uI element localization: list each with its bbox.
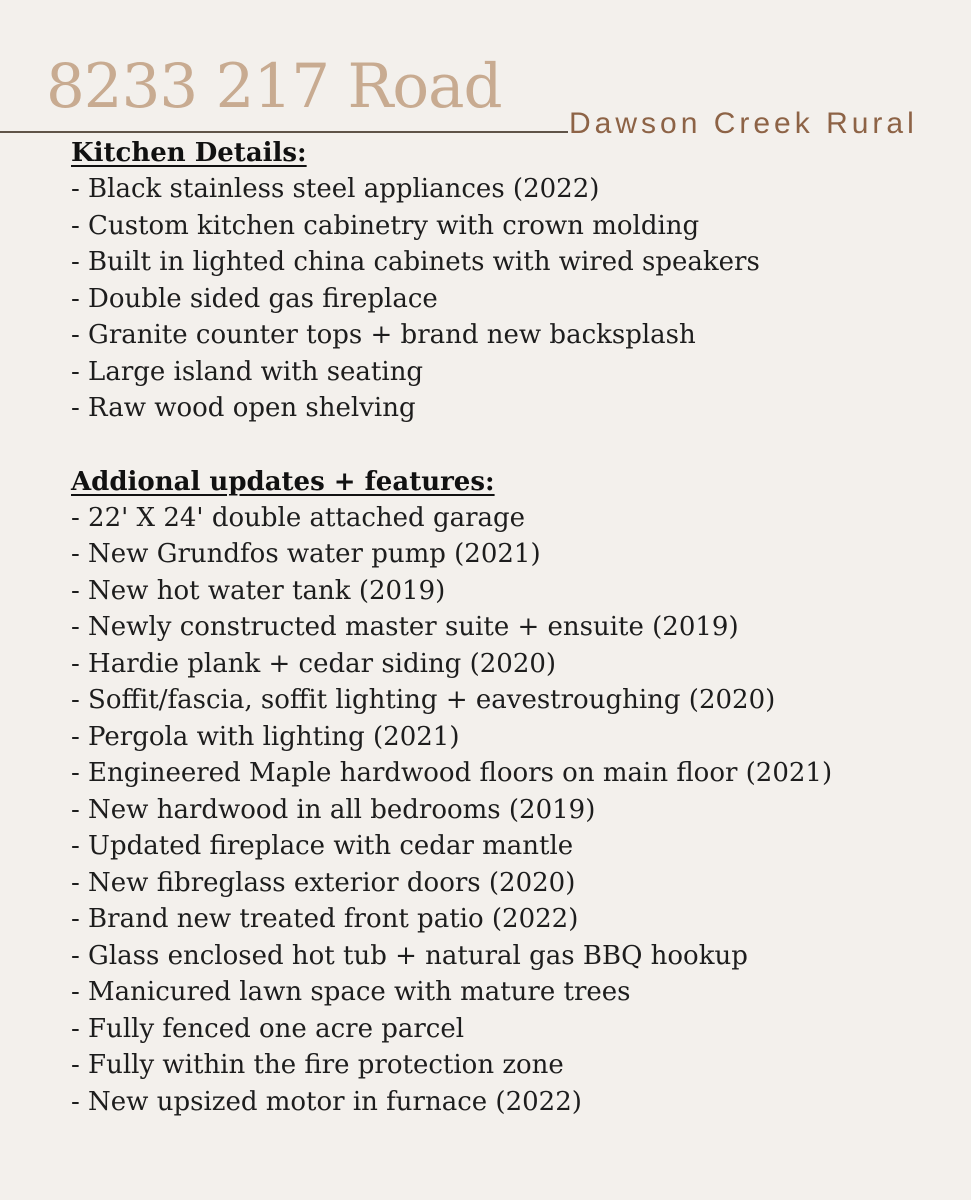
title-divider — [0, 131, 568, 133]
kitchen-feature-item: - Custom kitchen cabinetry with crown molding — [71, 210, 700, 241]
kitchen-feature-list — [71, 171, 931, 427]
kitchen-feature-item: - Black stainless steel appliances (2022) — [71, 174, 600, 204]
update-feature-item: - New fibreglass exterior doors (2020) — [71, 867, 576, 898]
kitchen-feature-item: - Large island with seating — [71, 356, 424, 387]
page-title: 8233 217 Road — [46, 51, 502, 122]
update-feature-item: - New hardwood in all bedrooms (2019) — [71, 794, 596, 825]
update-feature-item: - Newly constructed master suite + ensuite (2019) — [71, 612, 739, 642]
update-feature-item: - Manicured lawn space with mature trees — [71, 977, 631, 1007]
kitchen-feature-item: - Built in lighted china cabinets with wired speakers — [71, 247, 760, 277]
updates-feature-list — [71, 500, 931, 1121]
section-spacer — [71, 427, 931, 464]
kitchen-details-section — [71, 135, 931, 427]
kitchen-feature-item: - Double sided gas fireplace — [71, 283, 438, 314]
kitchen-details-heading: Kitchen Details: — [71, 138, 307, 168]
update-feature-item: - Pergola with lighting (2021) — [71, 721, 460, 752]
additional-updates-section — [71, 464, 931, 1121]
update-feature-item: - Hardie plank + cedar siding (2020) — [71, 648, 557, 679]
update-feature-item: - Glass enclosed hot tub + natural gas BBQ hookup — [71, 940, 748, 971]
update-feature-item: - Updated fireplace with cedar mantle — [71, 831, 574, 861]
additional-updates-heading: Addional updates + features: — [71, 466, 495, 497]
location-subtitle: Dawson Creek Rural — [569, 107, 918, 140]
update-feature-item: - Engineered Maple hardwood floors on main floor (2021) — [71, 758, 833, 788]
update-feature-item: - New hot water tank (2019) — [71, 575, 446, 606]
listing-details — [71, 135, 931, 1120]
update-feature-item: - Fully fenced one acre parcel — [71, 1013, 465, 1044]
update-feature-item: - Soffit/fascia, soffit lighting + eavestroughing (2020) — [71, 685, 776, 715]
kitchen-feature-item: - Raw wood open shelving — [71, 393, 416, 423]
update-feature-item: - Brand new treated front patio (2022) — [71, 904, 579, 934]
update-feature-item: - 22' X 24' double attached garage — [71, 502, 526, 533]
update-feature-item: - Fully within the fire protection zone — [71, 1050, 564, 1080]
kitchen-feature-item: - Granite counter tops + brand new backsplash — [71, 320, 696, 350]
update-feature-item: - New Grundfos water pump (2021) — [71, 539, 541, 569]
update-feature-item: - New upsized motor in furnace (2022) — [71, 1086, 582, 1117]
